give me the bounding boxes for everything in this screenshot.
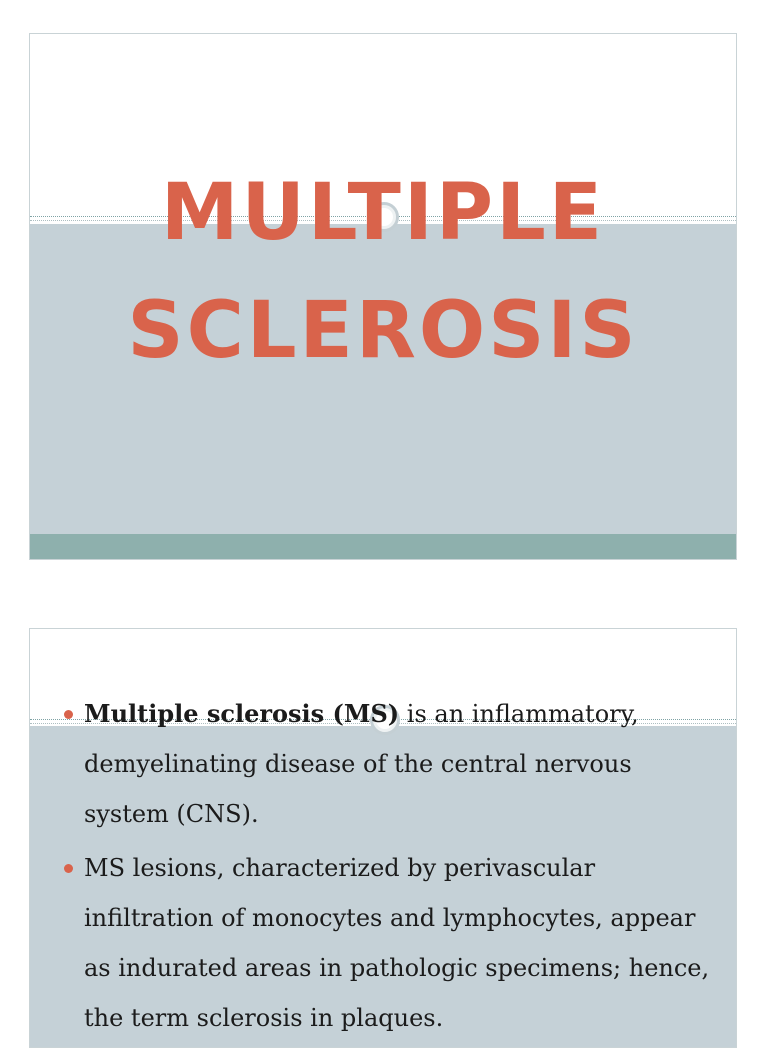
bullet-dot-icon xyxy=(64,710,73,719)
bullet-item xyxy=(84,689,724,839)
title-slide xyxy=(29,33,737,560)
bullet-bold-text: Multiple sclerosis (MS) xyxy=(84,699,400,728)
bullet-list xyxy=(84,689,724,1047)
content-slide xyxy=(29,628,737,1048)
title-line: MULTIPLE xyxy=(160,168,606,258)
accent-bar xyxy=(30,534,736,559)
bullet-dot-icon xyxy=(64,864,73,873)
bullet-text: is an inflammatory, demyelinating disease of the central nervous system (CNS). xyxy=(84,700,639,828)
bullet-item xyxy=(84,843,724,1043)
slide-title xyxy=(30,154,736,390)
title-line: SCLEROSIS xyxy=(127,286,639,376)
bullet-text: MS lesions, characterized by perivascular infiltration of monocytes and lymphocytes, appear as indurated areas in pathologic specimens; hence, the term sclerosis in plaques. xyxy=(84,854,710,1032)
